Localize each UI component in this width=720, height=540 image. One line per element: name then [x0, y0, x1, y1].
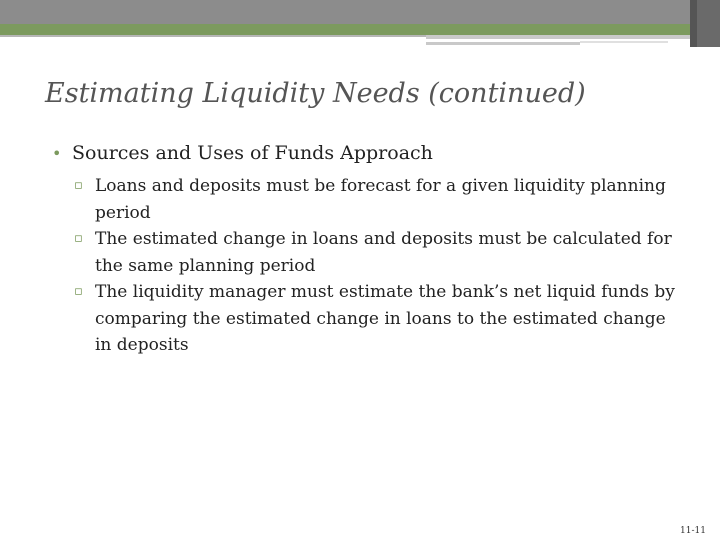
sub-bullet-icon: ▫ — [74, 231, 83, 246]
slide-body — [52, 142, 692, 359]
sub-bullet-text: Loans and deposits must be forecast for a given liquidity planning period — [95, 176, 666, 223]
main-bullet-item — [52, 142, 692, 164]
slide-number: 11-11 — [680, 526, 706, 536]
sub-bullet-item — [74, 173, 692, 226]
sub-bullet-text: The liquidity manager must estimate the bank’s net liquid funds by comparing the estimated change in loans to the estimated change in deposits — [95, 282, 675, 355]
header-band-green — [0, 24, 720, 35]
slide-title: Estimating Liquidity Needs (continued) — [45, 78, 586, 109]
header-corner-light — [697, 0, 720, 47]
sub-bullet-icon: ▫ — [74, 284, 83, 299]
header-band-gray — [0, 0, 720, 24]
sub-bullet-icon: ▫ — [74, 178, 83, 193]
sub-bullet-item — [74, 226, 692, 279]
header-rule-under-1 — [426, 42, 580, 45]
sub-bullet-item — [74, 279, 692, 359]
header-rule-left — [0, 35, 426, 37]
header-rule-right — [426, 35, 690, 39]
sub-bullet-text: The estimated change in loans and deposits must be calculated for the same planning period — [95, 229, 672, 276]
header-rule-under-2 — [580, 41, 668, 43]
main-bullet-text: Sources and Uses of Funds Approach — [72, 142, 433, 164]
main-bullet-icon: • — [52, 144, 62, 163]
sub-bullet-list — [52, 173, 692, 359]
